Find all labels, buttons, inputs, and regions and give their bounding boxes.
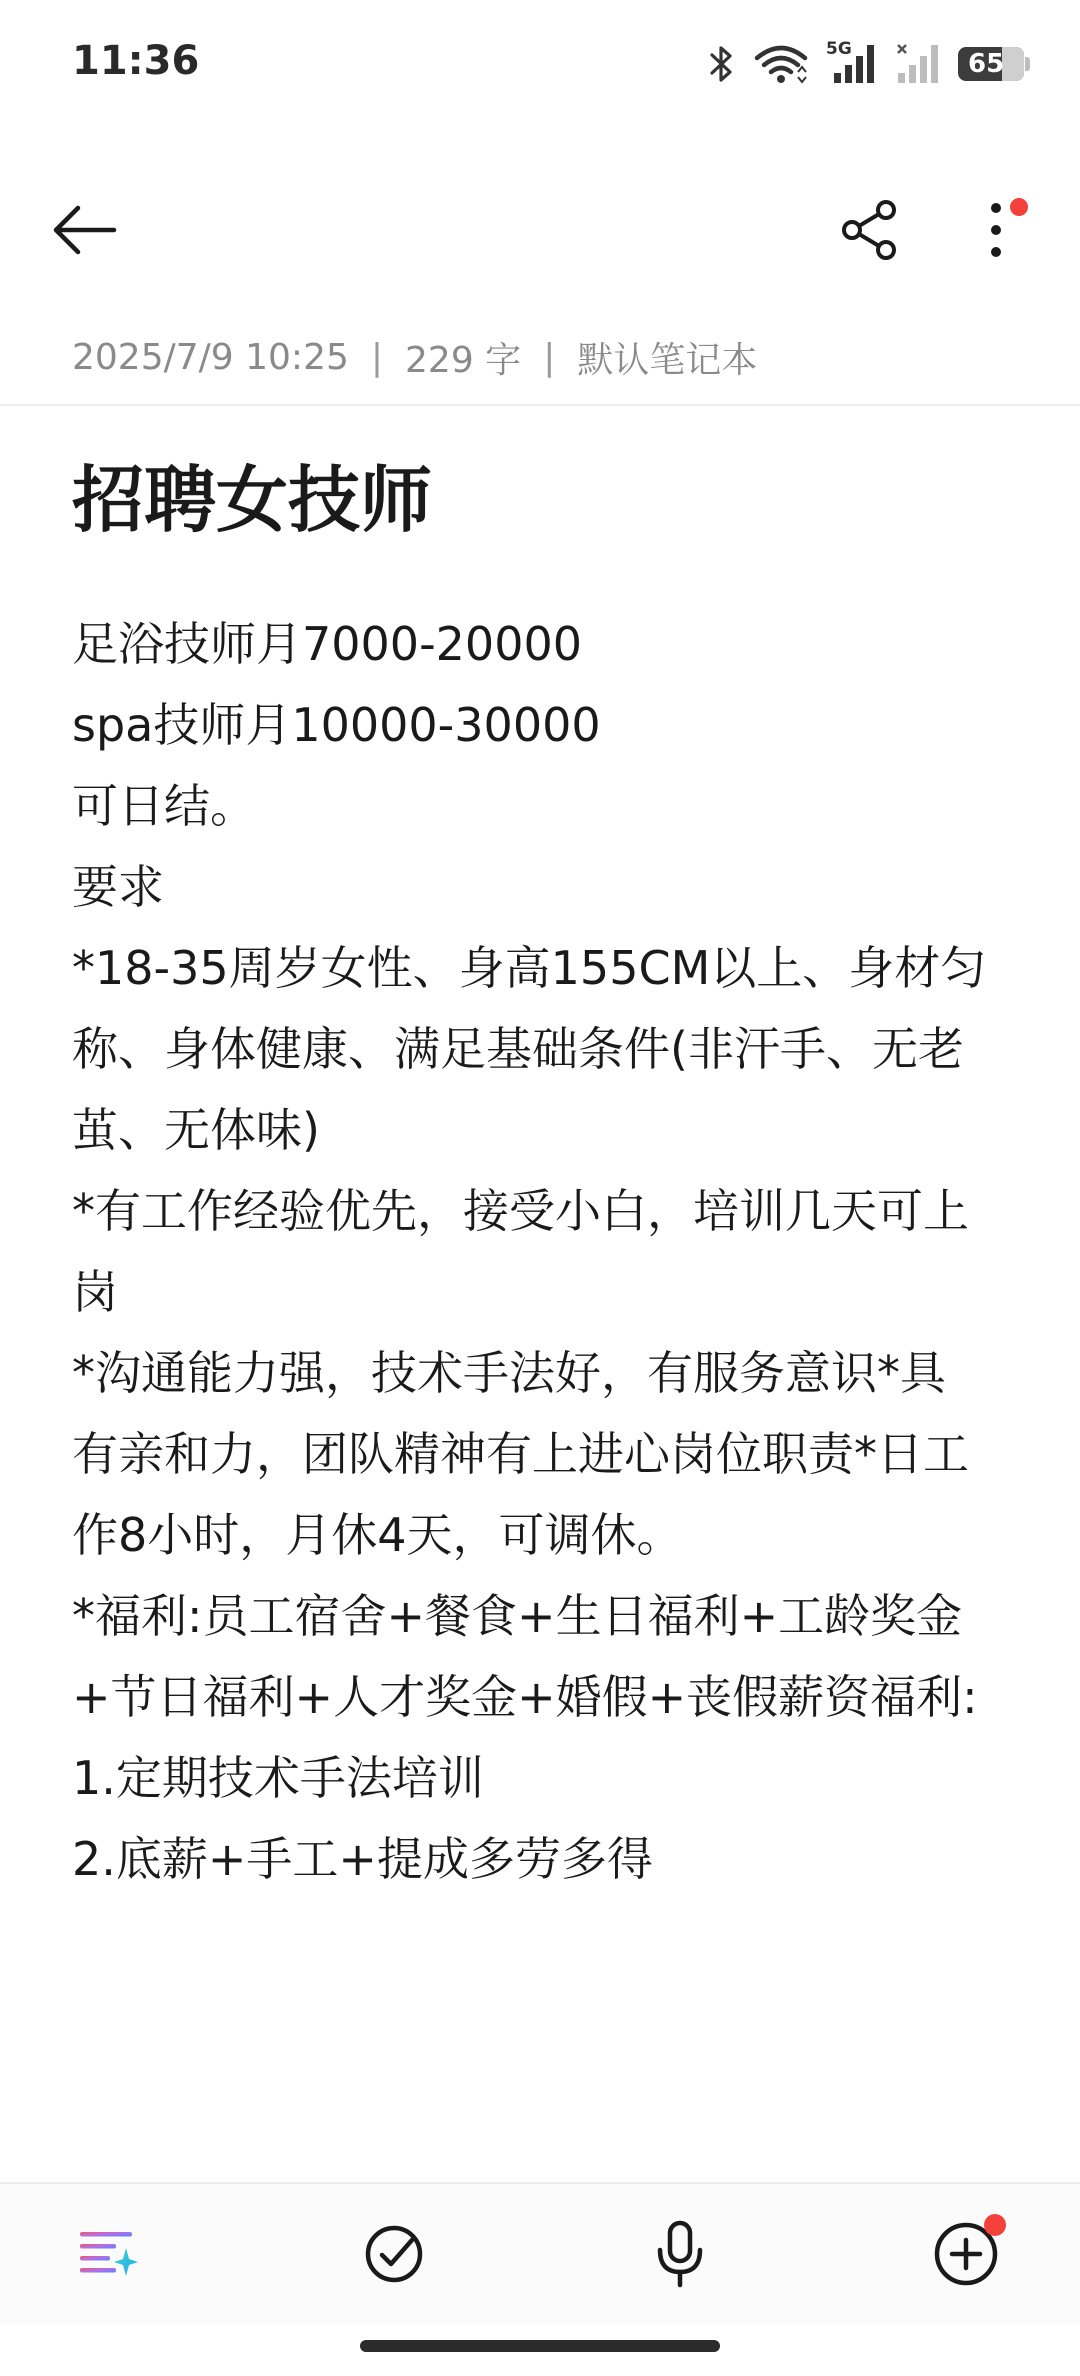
- microphone-icon: [655, 2220, 705, 2288]
- ai-format-icon: [78, 2226, 138, 2282]
- note-line: +节日福利+人才奖金+婚假+丧假薪资福利:: [72, 1670, 978, 1724]
- note-title[interactable]: 招聘女技师: [72, 458, 433, 542]
- arrow-left-icon: [50, 202, 118, 258]
- network-label: 5G: [826, 39, 852, 59]
- note-line: 称、身体健康、满足基础条件(非汗手、无老: [72, 1022, 964, 1076]
- signal-icon: [896, 43, 940, 85]
- note-line: *福利:员工宿舍+餐食+生日福利+工龄奖金: [72, 1589, 963, 1643]
- app-bar: [0, 170, 1080, 290]
- note-line: 要求: [72, 860, 164, 914]
- home-indicator[interactable]: [360, 2340, 720, 2352]
- battery-level: 65: [968, 49, 1005, 79]
- bluetooth-icon: [708, 44, 736, 84]
- note-line: 1.定期技术手法培训: [72, 1751, 484, 1805]
- notification-dot: [1010, 198, 1028, 216]
- share-icon: [840, 199, 900, 261]
- battery-indicator: [958, 47, 1024, 81]
- checklist-icon: [364, 2224, 424, 2284]
- signal-5g-icon: [826, 39, 878, 85]
- more-vertical-icon: [988, 200, 1004, 260]
- status-bar: [0, 0, 1080, 130]
- checklist-button[interactable]: [352, 2212, 436, 2296]
- ai-format-button[interactable]: [66, 2212, 150, 2296]
- note-line: 作8小时，月休4天，可调休。: [72, 1508, 683, 1562]
- back-button[interactable]: [44, 190, 124, 270]
- note-line: *18-35周岁女性、身高155CM以上、身材匀: [72, 941, 987, 995]
- note-line: spa技师月10000-30000: [72, 698, 601, 752]
- status-icons: [708, 40, 1024, 88]
- note-line: 足浴技师月7000-20000: [72, 617, 582, 671]
- note-body[interactable]: [72, 604, 1012, 1900]
- meta-separator: |: [370, 337, 384, 378]
- add-button[interactable]: [924, 2212, 1008, 2296]
- note-line: 可日结。: [72, 779, 256, 833]
- note-line: 茧、无体味): [72, 1103, 320, 1157]
- note-meta: [72, 332, 757, 383]
- more-options-button[interactable]: [956, 190, 1036, 270]
- status-time: 11:36: [72, 38, 200, 84]
- voice-input-button[interactable]: [638, 2212, 722, 2296]
- note-line: *沟通能力强，技术手法好，有服务意识*具: [72, 1346, 946, 1400]
- bottom-toolbar: [0, 2184, 1080, 2324]
- note-word-count: 229 字: [405, 340, 522, 381]
- note-line: 有亲和力，团队精神有上进心岗位职责*日工: [72, 1427, 969, 1481]
- meta-separator: |: [543, 337, 556, 378]
- note-line: 岗: [72, 1265, 118, 1319]
- wifi-icon: [754, 44, 808, 84]
- share-button[interactable]: [830, 190, 910, 270]
- header-divider: [0, 404, 1080, 406]
- note-datetime: 2025/7/9 10:25: [72, 337, 349, 378]
- notification-dot: [984, 2214, 1006, 2236]
- note-line: 2.底薪+手工+提成多劳多得: [72, 1832, 653, 1886]
- note-line: *有工作经验优先，接受小白，培训几天可上: [72, 1184, 969, 1238]
- notebook-name[interactable]: 默认笔记本: [577, 340, 758, 381]
